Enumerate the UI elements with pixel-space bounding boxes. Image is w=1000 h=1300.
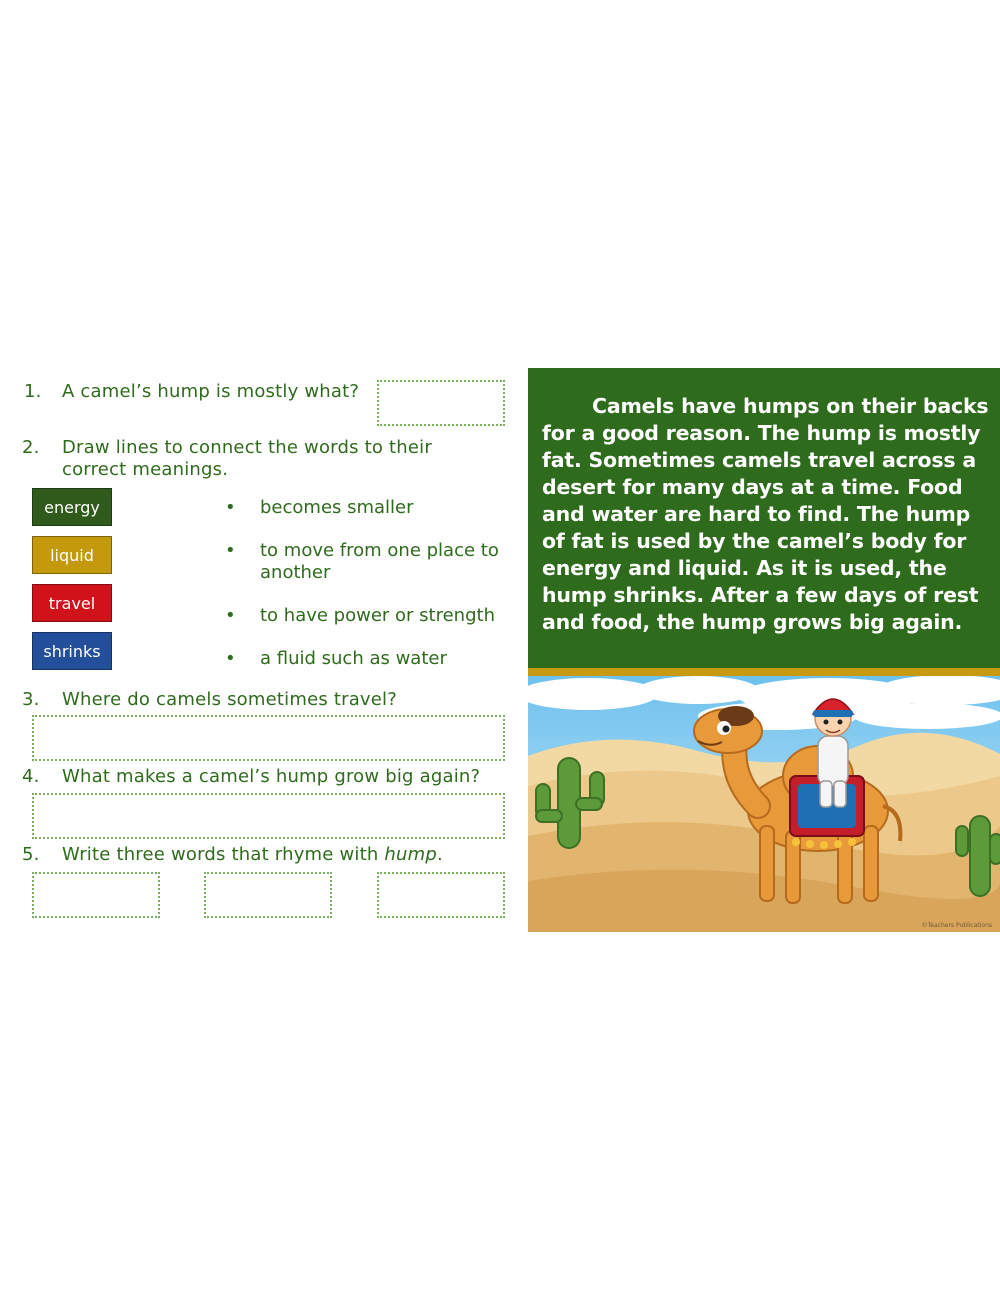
question-text-italic: hump <box>384 844 437 865</box>
desert-scene-image <box>528 676 1000 932</box>
question-number: 4. <box>22 766 40 787</box>
bullet-dot: • <box>225 648 236 669</box>
story-text: Camels have humps on their backs for a good reason. The hump is mostly fat. Sometimes camels travel across a desert for many days at a time. Food and water are hard to find. The hump of fat is used by the camel’s body for energy and liquid. As it is used, the hump shrinks. After a few days of rest and food, the hump grows big again. <box>542 394 989 634</box>
answer-box-q3[interactable] <box>32 715 505 761</box>
question-number: 1. <box>24 381 42 402</box>
answer-box-q5-1[interactable] <box>32 872 160 918</box>
image-credit: ©Teachers Publications <box>921 922 992 929</box>
story-panel <box>528 368 1000 668</box>
panel-divider <box>528 668 1000 676</box>
worksheet-slide <box>0 368 1000 932</box>
camel-illustration <box>528 676 1000 932</box>
word-label: liquid <box>50 545 94 565</box>
word-label: energy <box>44 497 100 517</box>
answer-box-q5-2[interactable] <box>204 872 332 918</box>
meaning-text: to move from one place to another <box>260 540 499 583</box>
word-chip-travel[interactable] <box>32 584 112 622</box>
word-label: shrinks <box>43 641 101 661</box>
bullet-dot: • <box>225 540 236 561</box>
question-text-end: . <box>436 844 443 865</box>
meaning-text: to have power or strength <box>260 605 495 626</box>
question-text: What makes a camel’s hump grow big again? <box>62 766 481 787</box>
word-chip-liquid[interactable] <box>32 536 112 574</box>
word-chip-shrinks[interactable] <box>32 632 112 670</box>
question-text: A camel’s hump is mostly what? <box>62 381 360 402</box>
question-number: 5. <box>22 844 40 865</box>
answer-box-q4[interactable] <box>32 793 505 839</box>
question-text-plain: Write three words that rhyme with <box>62 844 385 865</box>
word-label: travel <box>48 593 96 613</box>
question-text-line2: correct meanings. <box>62 459 229 480</box>
question-text: Where do camels sometimes travel? <box>62 689 398 710</box>
answer-box-q5-3[interactable] <box>377 872 505 918</box>
meaning-text: becomes smaller <box>260 497 414 518</box>
question-text-line1: Draw lines to connect the words to their <box>62 437 432 458</box>
question-text <box>62 844 443 865</box>
bullet-dot: • <box>225 605 236 626</box>
meaning-text: a fluid such as water <box>260 648 447 669</box>
bullet-dot: • <box>225 497 236 518</box>
question-number: 2. <box>22 437 40 458</box>
question-number: 3. <box>22 689 40 710</box>
answer-box-q1[interactable] <box>377 380 505 426</box>
word-chip-energy[interactable] <box>32 488 112 526</box>
